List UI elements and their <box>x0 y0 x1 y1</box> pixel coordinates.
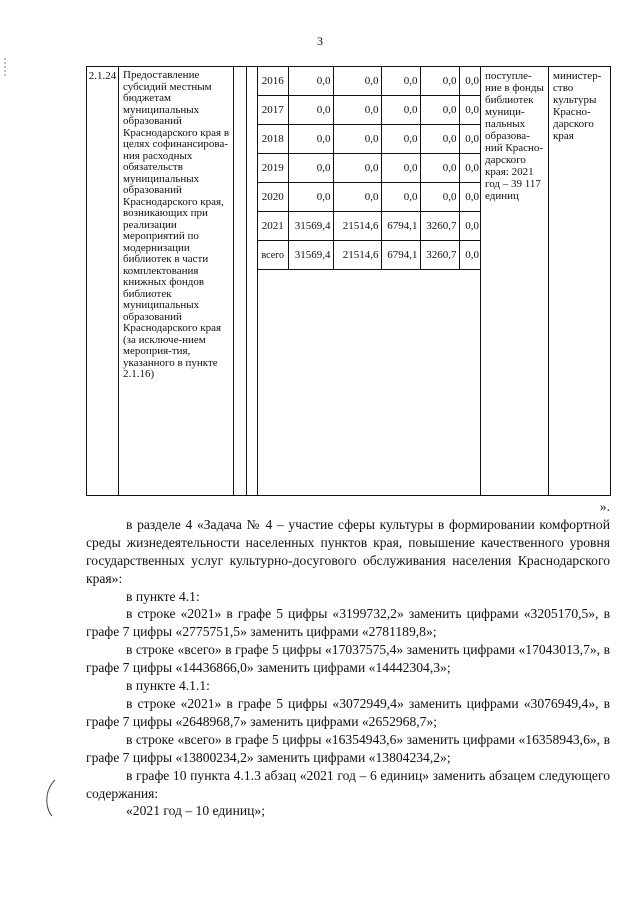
budget-table <box>86 66 610 496</box>
scan-edge-mark <box>4 58 6 78</box>
paragraph: в графе 10 пункта 4.1.3 абзац «2021 год – 6 единиц» заменить абзацем следующего содержания: <box>86 767 610 801</box>
value-regional: 0,0 <box>333 96 381 125</box>
paragraph: в пункте 4.1: <box>126 588 200 604</box>
empty-column-4 <box>247 67 258 496</box>
paragraph: «2021 год – 10 единиц»; <box>126 803 265 819</box>
value-other: 0,0 <box>459 96 481 125</box>
empty-column-3 <box>234 67 247 496</box>
year-row <box>258 96 481 125</box>
value-federal: 6794,1 <box>381 212 420 241</box>
value-federal: 0,0 <box>381 67 420 96</box>
value-local: 3260,7 <box>420 241 459 270</box>
value-other: 0,0 <box>459 212 481 241</box>
value-regional: 21514,6 <box>333 212 381 241</box>
value-other: 0,0 <box>459 154 481 183</box>
year-cell: 2017 <box>258 96 288 125</box>
paragraph: в строке «всего» в графе 5 цифры «16354943,6» заменить цифрами «16358943,6», в графе 7 цифры «13800234,2» заменить цифрами «13804234,2»; <box>86 731 610 765</box>
result-cell: поступле-ние в фонды библиотек муници-пальных образова-ний Красно-дарского края: 2021 год – 39 117 единиц <box>481 67 549 496</box>
total-label-cell: всего <box>258 241 288 270</box>
value-federal: 0,0 <box>381 183 420 212</box>
value-local: 0,0 <box>420 154 459 183</box>
year-row <box>258 183 481 212</box>
value-total: 31569,4 <box>288 212 333 241</box>
value-local: 0,0 <box>420 125 459 154</box>
value-regional: 0,0 <box>333 125 381 154</box>
year-cell: 2021 <box>258 212 288 241</box>
year-cell: 2016 <box>258 67 288 96</box>
year-row <box>258 125 481 154</box>
year-row <box>258 67 481 96</box>
year-cell: 2020 <box>258 183 288 212</box>
value-other: 0,0 <box>459 183 481 212</box>
value-federal: 0,0 <box>381 125 420 154</box>
year-cell: 2018 <box>258 125 288 154</box>
paragraph: в разделе 4 «Задача № 4 – участие сферы культуры в формировании комфортной среды жизнедеятельности населенных пунктов края, повышение качественного уровня государственных услуг культурно-досугового обслуживания населения Краснодарского края»: <box>86 516 610 586</box>
value-regional: 0,0 <box>333 67 381 96</box>
value-total: 31569,4 <box>288 241 333 270</box>
value-local: 3260,7 <box>420 212 459 241</box>
value-regional: 0,0 <box>333 154 381 183</box>
value-federal: 0,0 <box>381 96 420 125</box>
financing-table <box>258 67 481 270</box>
paragraph: в строке «2021» в графе 5 цифры «3199732,2» заменить цифрами «3205170,5», в графе 7 цифры «2775751,5» заменить цифрами «2781189,8»; <box>86 606 610 640</box>
row-number: 2.1.24 <box>87 67 119 496</box>
executor-cell: министер-ство культуры Красно-дарского края <box>549 67 611 496</box>
closing-quote: ». <box>599 499 610 514</box>
value-federal: 6794,1 <box>381 241 420 270</box>
value-other: 0,0 <box>459 67 481 96</box>
value-local: 0,0 <box>420 96 459 125</box>
value-total: 0,0 <box>288 183 333 212</box>
value-regional: 21514,6 <box>333 241 381 270</box>
value-other: 0,0 <box>459 241 481 270</box>
paragraph: в строке «всего» в графе 5 цифры «17037575,4» заменить цифрами «17043013,7», в графе 7 цифры «14436866,0» заменить цифрами «14442304,3»; <box>86 642 610 676</box>
paragraph: в строке «2021» в графе 5 цифры «3072949,4» заменить цифрами «3076949,4», в графе 7 цифры «2648968,7» заменить цифрами «2652968,7»; <box>86 695 610 729</box>
amendment-text <box>86 498 610 820</box>
total-row <box>258 241 481 270</box>
pen-mark <box>44 778 58 818</box>
page-number: 3 <box>317 34 323 48</box>
value-other: 0,0 <box>459 125 481 154</box>
value-regional: 0,0 <box>333 183 381 212</box>
value-local: 0,0 <box>420 183 459 212</box>
value-total: 0,0 <box>288 67 333 96</box>
value-federal: 0,0 <box>381 154 420 183</box>
value-local: 0,0 <box>420 67 459 96</box>
financing-cell <box>258 67 481 496</box>
year-row <box>258 154 481 183</box>
value-total: 0,0 <box>288 96 333 125</box>
row-description: Предоставление субсидий местным бюджетам муниципальных образований Краснодарского края в целях софинансирова-ния расходных обязательств муниципальных образований Краснодарского края, возникающих при реализации мероприятий по модернизации библиотек в части комплектования книжных фондов библиотек муниципальных образований Краснодарского края (за исключе-нием мероприя-тия, указанного в пункте 2.1.16) <box>119 67 234 496</box>
paragraph: в пункте 4.1.1: <box>126 678 210 694</box>
year-row <box>258 212 481 241</box>
value-total: 0,0 <box>288 125 333 154</box>
year-cell: 2019 <box>258 154 288 183</box>
value-total: 0,0 <box>288 154 333 183</box>
